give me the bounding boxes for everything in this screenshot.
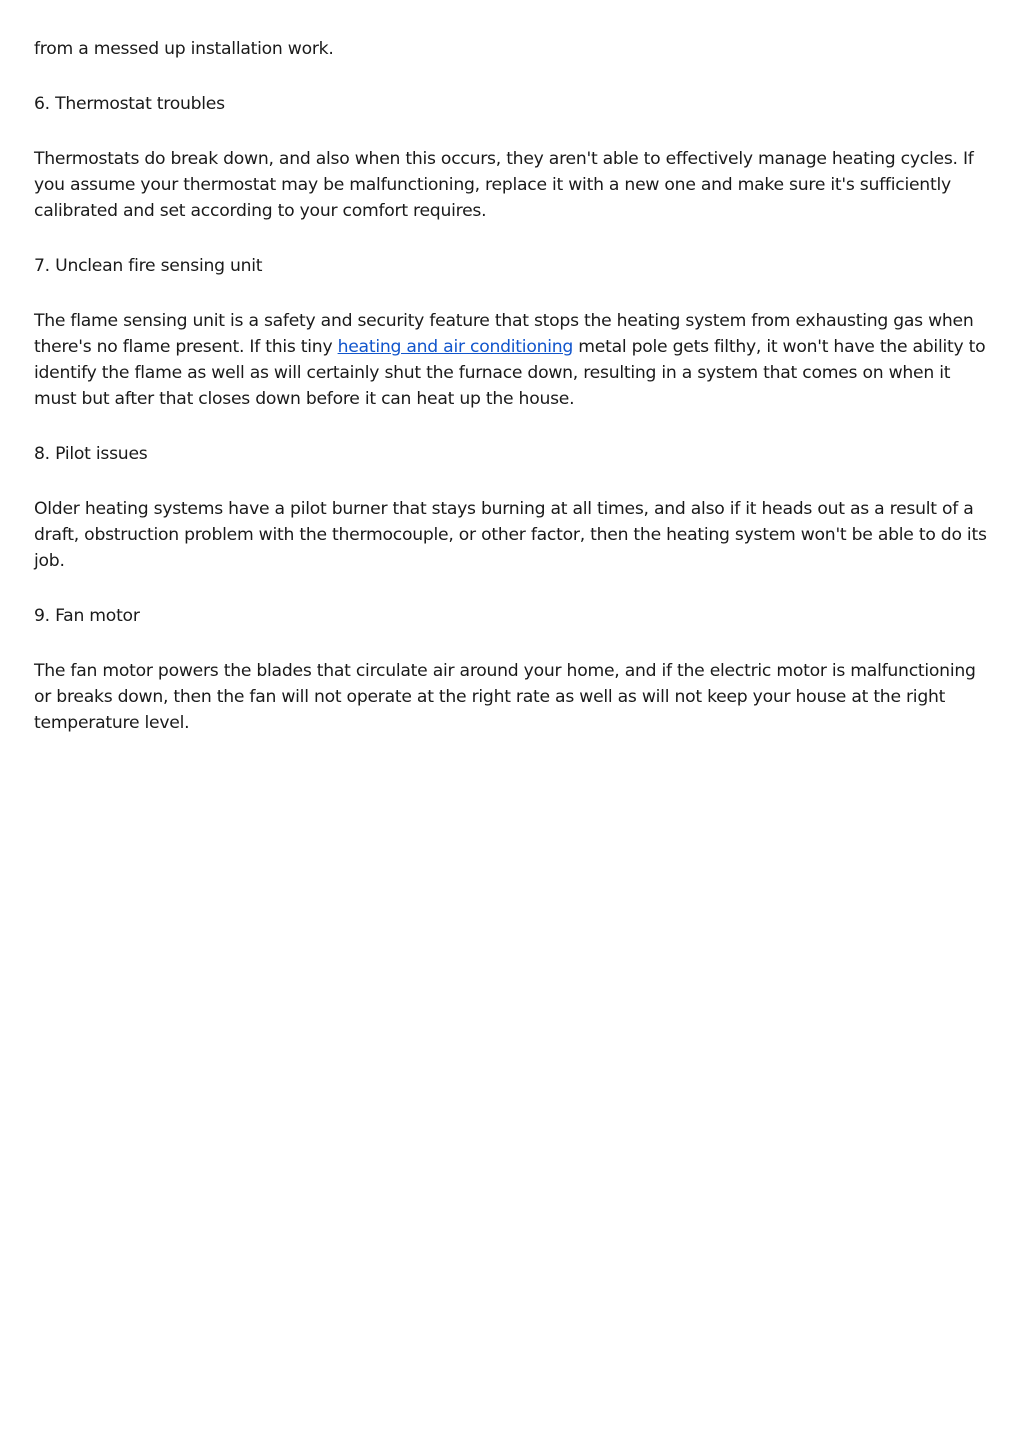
section-9-heading: 9. Fan motor (34, 606, 140, 626)
section-6-paragraph: Thermostats do break down, and also when this occurs, they aren't able to effectively manage heating cycles. If you assume your thermostat may be malfunctioning, replace it with a new one and make sure it's sufficiently calibrated and set according to your comfort requires. (34, 149, 974, 221)
section-8-heading: 8. Pilot issues (34, 444, 148, 464)
section-7-text-before-link: The flame sensing unit is a safety and security feature that stops the heating system from exhausting gas when there's no flame present. If this tiny (34, 311, 974, 357)
section-6-heading: 6. Thermostat troubles (34, 94, 225, 114)
document-page (34, 36, 992, 765)
section-7-paragraph (34, 308, 992, 412)
heating-and-air-conditioning-link[interactable]: heating and air conditioning (337, 337, 574, 357)
section-7-text-after-link: metal pole gets filthy, it won't have the ability to identify the flame as well as will certainly shut the furnace down, resulting in a system that comes on when it must but after that closes down before it can heat up the house. (34, 337, 986, 409)
section-7-heading: 7. Unclean fire sensing unit (34, 256, 263, 276)
intro-paragraph: from a messed up installation work. (34, 39, 334, 59)
section-8-paragraph: Older heating systems have a pilot burner that stays burning at all times, and also if it heads out as a result of a draft, obstruction problem with the thermocouple, or other factor, then the heating system won't be able to do its job. (34, 499, 987, 571)
section-9-paragraph: The fan motor powers the blades that circulate air around your home, and if the electric motor is malfunctioning or breaks down, then the fan will not operate at the right rate as well as will not keep your house at the right temperature level. (34, 661, 976, 733)
